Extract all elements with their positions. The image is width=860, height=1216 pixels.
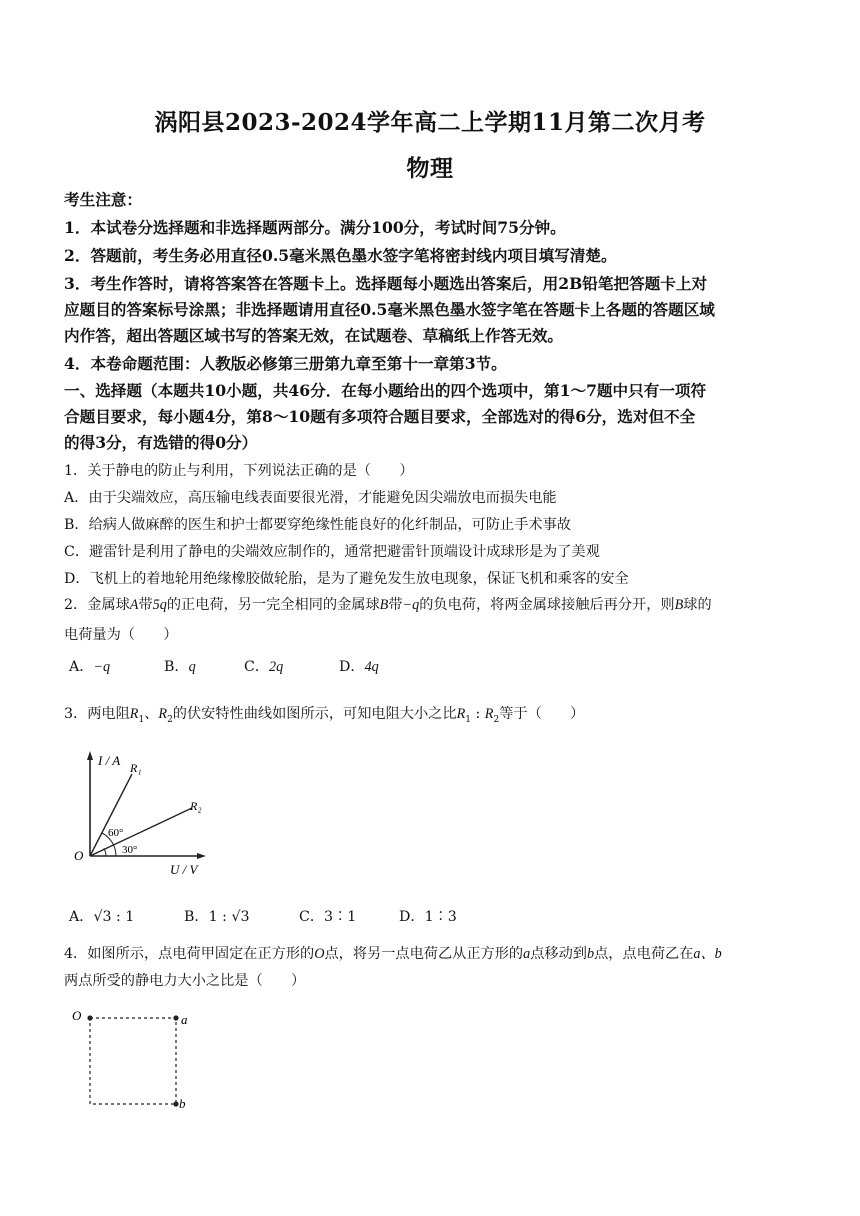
subject-title: 物理 — [406, 155, 454, 182]
origin-label: O — [74, 848, 84, 863]
q1-option-d: D．飞机上的着地轮用绝缘橡胶做轮胎，是为了避免发生放电现象，保证飞机和乘客的安全 — [64, 571, 629, 587]
q3-option-a: A．√3 : 1 — [69, 909, 135, 925]
label-o: O — [72, 1008, 82, 1023]
notice-item: 1．本试卷分选择题和非选择题两部分。满分100分，考试时间75分钟。 — [64, 218, 566, 237]
voltage-axis-arrow — [197, 853, 206, 859]
notice-item: 内作答，超出答题区域书写的答案无效，在试题卷、草稿纸上作答无效。 — [64, 326, 564, 345]
q3-option-c: C．3∶1 — [299, 909, 357, 925]
q1-option-c: C．避雷针是利用了静电的尖端效应制作的，通常把避雷针顶端设计成球形是为了美观 — [64, 544, 600, 560]
iv-characteristic-figure — [70, 748, 220, 880]
q1-option-a: A．由于尖端效应，高压输电线表面要很光滑，才能避免因尖端放电而损失电能 — [64, 490, 557, 506]
q1-option-b: B．给病人做麻醉的医生和护士都要穿绝缘性能良好的化纤制品，可防止手术事故 — [64, 517, 571, 533]
angle-30-label: 30° — [122, 844, 138, 856]
r1-label: R₁ — [130, 761, 142, 775]
point-b — [173, 1101, 178, 1106]
r2-label: R₂ — [190, 799, 202, 813]
section-instruction: 合题目要求，每小题4分，第8～10题有多项符合题目要求，全部选对的得6分，选对但不全 — [64, 407, 696, 426]
exam-title: 涡阳县2023-2024学年高二上学期11月第二次月考 — [154, 109, 706, 136]
q2-option-d: D．4q — [339, 659, 379, 675]
dashed-square — [90, 1018, 176, 1104]
point-o — [87, 1015, 92, 1020]
section-instruction: 一、选择题（本题共10小题，共46分．在每小题给出的四个选项中，第1～7题中只有一项符 — [64, 381, 707, 400]
notice-item: 2．答题前，考生务必用直径0.5毫米黑色墨水签字笔将密封线内项目填写清楚。 — [64, 246, 617, 265]
q4-stem: 4．如图所示，点电荷甲固定在正方形的O点，将另一点电荷乙从正方形的a点移动到b点，点电荷乙在a、b — [64, 946, 722, 962]
label-b: b — [179, 1096, 186, 1111]
q2-option-b: B．q — [164, 659, 196, 675]
q2-option-a: A．−q — [69, 659, 111, 675]
notice-heading: 考生注意： — [64, 190, 142, 209]
notice-item: 4．本卷命题范围：人教版必修第三册第九章至第十一章第3节。 — [64, 354, 507, 373]
q3-stem: 3．两电阻$R_1$、$R_2$的伏安特性曲线如图所示，可知电阻大小之比$R_1$ : $R_2$等于（ ） — [64, 706, 585, 725]
square-figure — [68, 1004, 198, 1112]
q2-stem: 2．金属球A带5q的正电荷，另一完全相同的金属球B带−q的负电荷，将两金属球接触后再分开，则B球的 — [64, 597, 712, 613]
r2-line — [90, 808, 192, 856]
q1-stem: 1．关于静电的防止与利用，下列说法正确的是（ ） — [64, 463, 414, 479]
label-a: a — [181, 1012, 188, 1027]
section-instruction: 的得3分，有选错的得0分） — [64, 433, 258, 452]
point-a — [173, 1015, 178, 1020]
y-axis-label: I / A — [98, 753, 121, 768]
q3-option-d: D．1∶3 — [399, 909, 457, 925]
q2-stem-line2: 电荷量为（ ） — [64, 627, 178, 643]
q2-option-c: C．2q — [244, 659, 284, 675]
q3-option-b: B．1 : √3 — [184, 909, 250, 925]
angle-60-label: 60° — [108, 827, 124, 839]
current-axis-arrow — [87, 751, 93, 760]
q4-stem-line2: 两点所受的静电力大小之比是（ ） — [64, 973, 306, 989]
notice-item: 应题目的答案标号涂黑；非选择题请用直径0.5毫米黑色墨水签字笔在答题卡上各题的答题区域 — [64, 300, 715, 319]
x-axis-label: U / V — [170, 862, 198, 877]
notice-item: 3．考生作答时，请将答案答在答题卡上。选择题每小题选出答案后，用2B铅笔把答题卡上对 — [64, 274, 708, 293]
